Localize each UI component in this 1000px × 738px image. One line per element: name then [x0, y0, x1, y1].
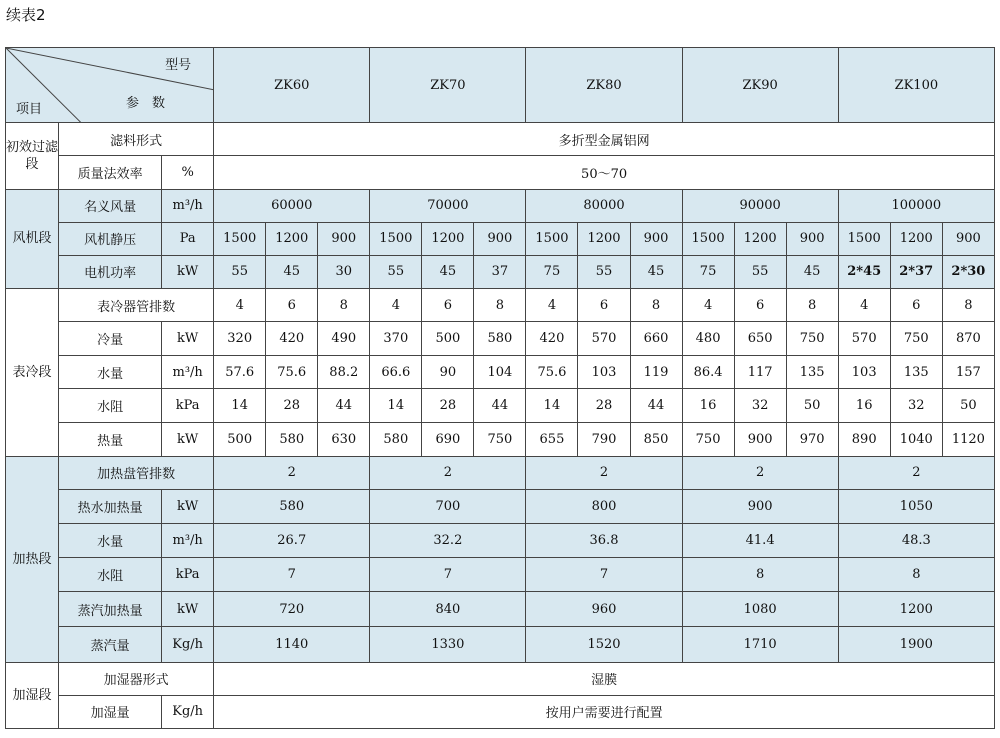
value-cell: 1710: [682, 627, 838, 662]
value-cell: 500: [214, 422, 266, 456]
value-cell: 8: [630, 289, 682, 322]
value-cell: 580: [266, 422, 318, 456]
heating-rows-row: [6, 456, 995, 489]
humid-amount-value: 按用户需要进行配置: [214, 695, 995, 728]
unit-cell: Kg/h: [162, 627, 214, 662]
section-heating: 加热段: [6, 456, 59, 662]
row-label: 加湿器形式: [59, 662, 214, 695]
value-cell: 135: [786, 356, 838, 389]
value-cell: 7: [526, 558, 682, 592]
row-label: 热水加热量: [59, 489, 162, 523]
value-cell: 750: [786, 322, 838, 356]
value-cell: 1200: [578, 222, 630, 255]
unit-cell: kW: [162, 322, 214, 356]
corner-param-label: 参 数: [126, 96, 166, 111]
value-cell: 660: [630, 322, 682, 356]
row-label: 名义风量: [59, 189, 162, 222]
value-cell: 1200: [838, 592, 994, 627]
value-cell: 1050: [838, 489, 994, 523]
row-label: 水量: [59, 524, 162, 558]
cooling-heat-row: [6, 422, 995, 456]
heating-hotwater-row: [6, 489, 995, 523]
value-cell: 50: [786, 389, 838, 422]
fan-power-row: [6, 255, 995, 288]
unit-cell: m³/h: [162, 356, 214, 389]
value-cell: 970: [786, 422, 838, 456]
value-cell: 1200: [734, 222, 786, 255]
value-cell: 50: [942, 389, 994, 422]
row-label: 表冷器管排数: [59, 289, 214, 322]
unit-cell: kW: [162, 489, 214, 523]
filter-eff-row: [6, 156, 995, 189]
value-cell: 900: [474, 222, 526, 255]
value-cell: 26.7: [214, 524, 370, 558]
value-cell: 900: [942, 222, 994, 255]
value-cell: 700: [370, 489, 526, 523]
cooling-capacity-row: [6, 322, 995, 356]
value-cell: 55: [214, 255, 266, 288]
value-cell: 960: [526, 592, 682, 627]
value-cell: 570: [578, 322, 630, 356]
value-cell: 28: [578, 389, 630, 422]
value-cell: 1500: [526, 222, 578, 255]
cooling-water-row: [6, 356, 995, 389]
value-cell: 320: [214, 322, 266, 356]
value-cell: 570: [838, 322, 890, 356]
value-cell: 630: [318, 422, 370, 456]
row-label: 风机静压: [59, 222, 162, 255]
value-cell: 55: [578, 255, 630, 288]
row-label: 水量: [59, 356, 162, 389]
section-filter: 初效过滤段: [6, 123, 59, 189]
value-cell: 44: [474, 389, 526, 422]
section-fan: 风机段: [6, 189, 59, 288]
value-cell: 60000: [214, 189, 370, 222]
model-header: ZK60: [214, 48, 370, 123]
value-cell: 1500: [682, 222, 734, 255]
value-cell: 28: [422, 389, 474, 422]
value-cell: 28: [266, 389, 318, 422]
heating-steam-row: [6, 627, 995, 662]
value-cell: 580: [474, 322, 526, 356]
value-cell: 88.2: [318, 356, 370, 389]
row-label: 电机功率: [59, 255, 162, 288]
value-cell: 55: [370, 255, 422, 288]
value-cell: 44: [318, 389, 370, 422]
spec-table: [5, 47, 995, 729]
table-caption: 续表2: [6, 6, 46, 24]
section-cooling: 表冷段: [6, 289, 59, 457]
value-cell: 14: [526, 389, 578, 422]
value-cell: 1500: [214, 222, 266, 255]
value-cell: 1080: [682, 592, 838, 627]
value-cell: 6: [422, 289, 474, 322]
value-cell: 840: [370, 592, 526, 627]
corner-model-label: 型号: [165, 58, 192, 73]
value-cell: 100000: [838, 189, 994, 222]
value-cell: 720: [214, 592, 370, 627]
value-cell: 57.6: [214, 356, 266, 389]
value-cell: 90: [422, 356, 474, 389]
value-cell: 117: [734, 356, 786, 389]
unit-cell: m³/h: [162, 189, 214, 222]
value-cell: 370: [370, 322, 422, 356]
value-cell: 4: [682, 289, 734, 322]
value-cell: 420: [526, 322, 578, 356]
value-cell: 104: [474, 356, 526, 389]
humid-amount-row: [6, 695, 995, 728]
value-cell: 1200: [890, 222, 942, 255]
value-cell: 580: [214, 489, 370, 523]
value-cell: 890: [838, 422, 890, 456]
value-cell: 16: [838, 389, 890, 422]
value-cell: 14: [214, 389, 266, 422]
fan-pressure-row: [6, 222, 995, 255]
value-cell: 900: [682, 489, 838, 523]
value-cell: 1040: [890, 422, 942, 456]
value-cell: 45: [422, 255, 474, 288]
humid-type-value: 湿膜: [214, 662, 995, 695]
value-cell: 45: [630, 255, 682, 288]
value-cell: 30: [318, 255, 370, 288]
value-cell: 900: [786, 222, 838, 255]
value-cell: 45: [266, 255, 318, 288]
value-cell: 750: [474, 422, 526, 456]
value-cell: 4: [838, 289, 890, 322]
value-cell: 1140: [214, 627, 370, 662]
value-cell: 420: [266, 322, 318, 356]
value-cell: 45: [786, 255, 838, 288]
value-cell: 7: [370, 558, 526, 592]
corner-item-label: 项目: [16, 102, 43, 117]
value-cell: 750: [890, 322, 942, 356]
value-cell: 790: [578, 422, 630, 456]
row-label: 水阻: [59, 558, 162, 592]
value-cell: 2*30: [942, 255, 994, 288]
value-cell: 8: [318, 289, 370, 322]
section-humid: 加湿段: [6, 662, 59, 728]
heating-water-row: [6, 524, 995, 558]
value-cell: 1200: [266, 222, 318, 255]
value-cell: 480: [682, 322, 734, 356]
value-cell: 8: [942, 289, 994, 322]
unit-cell: kW: [162, 592, 214, 627]
value-cell: 1520: [526, 627, 682, 662]
value-cell: 6: [734, 289, 786, 322]
filter-media-value: 多折型金属铝网: [214, 123, 995, 156]
value-cell: 37: [474, 255, 526, 288]
value-cell: 900: [318, 222, 370, 255]
row-label: 热量: [59, 422, 162, 456]
header-row: [6, 48, 995, 123]
heating-steamheat-row: [6, 592, 995, 627]
value-cell: 103: [838, 356, 890, 389]
value-cell: 1500: [370, 222, 422, 255]
value-cell: 16: [682, 389, 734, 422]
value-cell: 1330: [370, 627, 526, 662]
value-cell: 55: [734, 255, 786, 288]
value-cell: 1120: [942, 422, 994, 456]
value-cell: 75: [526, 255, 578, 288]
humid-type-row: [6, 662, 995, 695]
row-label: 质量法效率: [59, 156, 162, 189]
value-cell: 75.6: [526, 356, 578, 389]
value-cell: 32.2: [370, 524, 526, 558]
value-cell: 75: [682, 255, 734, 288]
value-cell: 2*45: [838, 255, 890, 288]
unit-cell: kW: [162, 255, 214, 288]
value-cell: 6: [578, 289, 630, 322]
row-label: 冷量: [59, 322, 162, 356]
value-cell: 650: [734, 322, 786, 356]
value-cell: 8: [682, 558, 838, 592]
filter-media-row: [6, 123, 995, 156]
value-cell: 7: [214, 558, 370, 592]
value-cell: 800: [526, 489, 682, 523]
value-cell: 2: [370, 456, 526, 489]
value-cell: 86.4: [682, 356, 734, 389]
value-cell: 490: [318, 322, 370, 356]
value-cell: 750: [682, 422, 734, 456]
value-cell: 103: [578, 356, 630, 389]
value-cell: 6: [890, 289, 942, 322]
heating-resist-row: [6, 558, 995, 592]
value-cell: 135: [890, 356, 942, 389]
value-cell: 8: [474, 289, 526, 322]
value-cell: 870: [942, 322, 994, 356]
value-cell: 14: [370, 389, 422, 422]
unit-cell: %: [162, 156, 214, 189]
value-cell: 900: [734, 422, 786, 456]
value-cell: 500: [422, 322, 474, 356]
value-cell: 75.6: [266, 356, 318, 389]
value-cell: 80000: [526, 189, 682, 222]
model-header: ZK90: [682, 48, 838, 123]
value-cell: 66.6: [370, 356, 422, 389]
row-label: 加热盘管排数: [59, 456, 214, 489]
unit-cell: m³/h: [162, 524, 214, 558]
value-cell: 4: [370, 289, 422, 322]
unit-cell: Kg/h: [162, 695, 214, 728]
value-cell: 690: [422, 422, 474, 456]
value-cell: 48.3: [838, 524, 994, 558]
value-cell: 1500: [838, 222, 890, 255]
value-cell: 36.8: [526, 524, 682, 558]
row-label: 加湿量: [59, 695, 162, 728]
value-cell: 850: [630, 422, 682, 456]
value-cell: 900: [630, 222, 682, 255]
row-label: 水阻: [59, 389, 162, 422]
value-cell: 32: [890, 389, 942, 422]
unit-cell: kPa: [162, 558, 214, 592]
model-header: ZK100: [838, 48, 994, 123]
value-cell: 2: [682, 456, 838, 489]
value-cell: 8: [838, 558, 994, 592]
row-label: 滤料形式: [59, 123, 214, 156]
value-cell: 4: [526, 289, 578, 322]
value-cell: 157: [942, 356, 994, 389]
value-cell: 1900: [838, 627, 994, 662]
unit-cell: kPa: [162, 389, 214, 422]
cooling-rows-row: [6, 289, 995, 322]
value-cell: 70000: [370, 189, 526, 222]
unit-cell: kW: [162, 422, 214, 456]
model-header: ZK70: [370, 48, 526, 123]
value-cell: 655: [526, 422, 578, 456]
row-label: 蒸汽量: [59, 627, 162, 662]
value-cell: 90000: [682, 189, 838, 222]
value-cell: 580: [370, 422, 422, 456]
value-cell: 44: [630, 389, 682, 422]
corner-cell: [6, 48, 214, 123]
value-cell: 4: [214, 289, 266, 322]
value-cell: 119: [630, 356, 682, 389]
unit-cell: Pa: [162, 222, 214, 255]
value-cell: 2: [526, 456, 682, 489]
filter-eff-value: 50～70: [214, 156, 995, 189]
value-cell: 2: [838, 456, 994, 489]
value-cell: 32: [734, 389, 786, 422]
value-cell: 1200: [422, 222, 474, 255]
cooling-resist-row: [6, 389, 995, 422]
value-cell: 8: [786, 289, 838, 322]
value-cell: 2: [214, 456, 370, 489]
value-cell: 2*37: [890, 255, 942, 288]
value-cell: 41.4: [682, 524, 838, 558]
fan-airflow-row: [6, 189, 995, 222]
model-header: ZK80: [526, 48, 682, 123]
row-label: 蒸汽加热量: [59, 592, 162, 627]
value-cell: 6: [266, 289, 318, 322]
